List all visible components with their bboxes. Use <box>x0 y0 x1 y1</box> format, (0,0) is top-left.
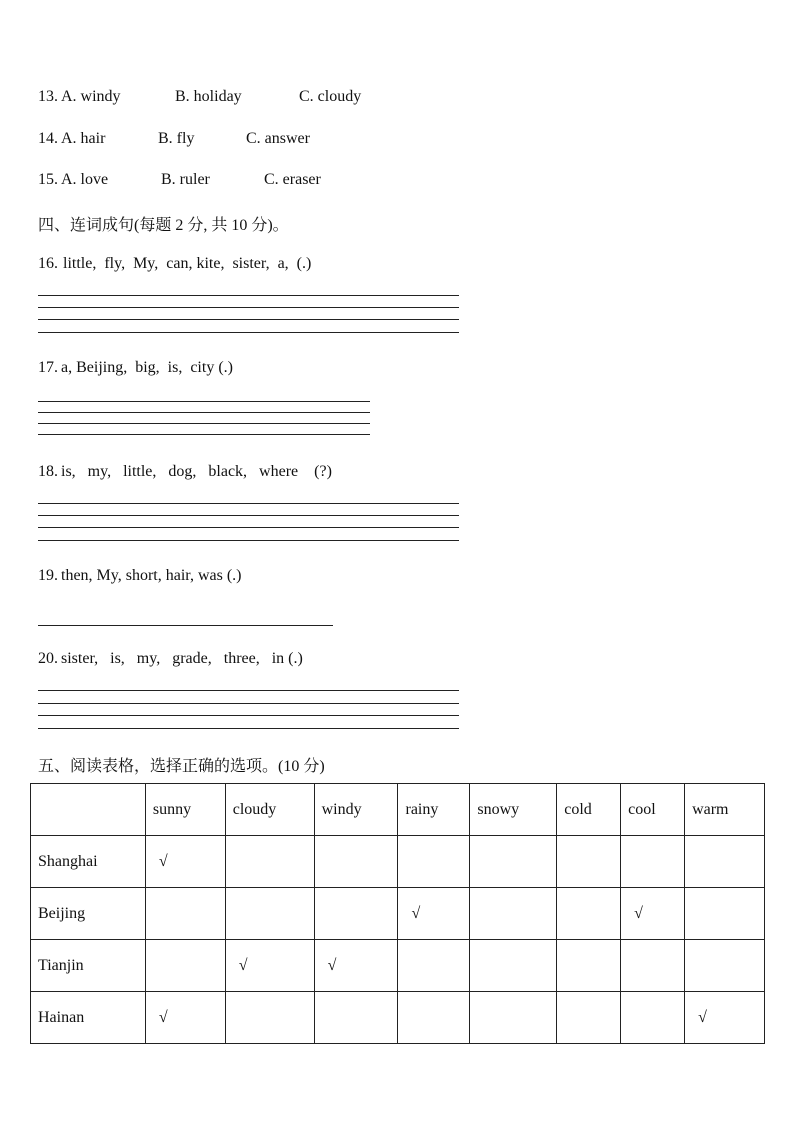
question-number: 17. <box>38 359 58 376</box>
table-cell <box>470 940 557 992</box>
table-cell: √ <box>398 888 470 940</box>
option-a: A. hair <box>61 130 106 147</box>
answer-line <box>38 715 459 716</box>
question-number: 18. <box>38 463 58 480</box>
table-cell <box>621 836 685 888</box>
table-header-cell: rainy <box>398 784 470 836</box>
table-cell <box>685 836 765 888</box>
answer-line <box>38 295 459 296</box>
table-row <box>31 836 765 888</box>
table-header-cell: cool <box>621 784 685 836</box>
question-number: 14. <box>38 130 58 147</box>
question-number: 20. <box>38 650 58 667</box>
table-row <box>31 888 765 940</box>
word-list: sister, is, my, grade, three, in (.) <box>61 650 303 667</box>
table-cell: √ <box>621 888 685 940</box>
table-header-cell: cloudy <box>225 784 314 836</box>
city-cell: Shanghai <box>31 836 146 888</box>
table-cell <box>145 940 225 992</box>
answer-line <box>38 728 459 729</box>
table-cell <box>557 992 621 1044</box>
answer-line <box>38 423 370 424</box>
table-header-row <box>31 784 765 836</box>
option-b: B. holiday <box>175 88 242 105</box>
table-cell: √ <box>314 940 398 992</box>
table-header-cell: sunny <box>145 784 225 836</box>
table-cell <box>145 888 225 940</box>
section-4-heading: 四、连词成句(每题 2 分, 共 10 分)。 <box>38 217 289 234</box>
table-header-cell: warm <box>685 784 765 836</box>
option-a: A. windy <box>61 88 121 105</box>
table-cell <box>557 888 621 940</box>
word-list: then, My, short, hair, was (.) <box>61 567 242 584</box>
answer-line <box>38 307 459 308</box>
answer-line <box>38 527 459 528</box>
table-cell <box>470 836 557 888</box>
table-cell <box>225 992 314 1044</box>
question-number: 16. <box>38 255 58 272</box>
table-cell <box>314 888 398 940</box>
table-header-cell: snowy <box>470 784 557 836</box>
table-header-cell: cold <box>557 784 621 836</box>
city-cell: Hainan <box>31 992 146 1044</box>
table-cell <box>621 940 685 992</box>
table-cell <box>398 940 470 992</box>
weather-table <box>30 783 765 1044</box>
table-cell <box>685 888 765 940</box>
table-cell <box>398 992 470 1044</box>
option-a: A. love <box>61 171 109 188</box>
table-cell <box>685 940 765 992</box>
option-c: C. eraser <box>264 171 321 188</box>
option-b: B. ruler <box>161 171 210 188</box>
table-cell <box>470 992 557 1044</box>
answer-line <box>38 412 370 413</box>
table-cell <box>314 836 398 888</box>
table-row <box>31 992 765 1044</box>
option-b: B. fly <box>158 130 195 147</box>
word-list: a, Beijing, big, is, city (.) <box>61 359 233 376</box>
table-cell: √ <box>225 940 314 992</box>
option-c: C. answer <box>246 130 310 147</box>
table-cell <box>557 940 621 992</box>
answer-line <box>38 690 459 691</box>
city-cell: Beijing <box>31 888 146 940</box>
table-cell: √ <box>145 836 225 888</box>
table-cell: √ <box>685 992 765 1044</box>
section-5-heading: 五、阅读表格，选择正确的选项。(10 分) <box>38 758 325 775</box>
table-header-cell <box>31 784 146 836</box>
question-number: 19. <box>38 567 58 584</box>
answer-line <box>38 503 459 504</box>
question-number: 13. <box>38 88 58 105</box>
option-c: C. cloudy <box>299 88 362 105</box>
table-header-cell: windy <box>314 784 398 836</box>
table-cell <box>314 992 398 1044</box>
city-cell: Tianjin <box>31 940 146 992</box>
answer-line <box>38 625 333 626</box>
table-cell <box>621 992 685 1044</box>
answer-line <box>38 515 459 516</box>
answer-line <box>38 401 370 402</box>
table-cell <box>470 888 557 940</box>
table-cell: √ <box>145 992 225 1044</box>
answer-line <box>38 319 459 320</box>
word-list: little, fly, My, can, kite, sister, a, (.) <box>63 255 312 272</box>
table-cell <box>225 836 314 888</box>
word-list: is, my, little, dog, black, where (?) <box>61 463 332 480</box>
answer-line <box>38 703 459 704</box>
answer-line <box>38 332 459 333</box>
table-row <box>31 940 765 992</box>
table-cell <box>398 836 470 888</box>
table-cell <box>557 836 621 888</box>
answer-line <box>38 434 370 435</box>
table-cell <box>225 888 314 940</box>
question-number: 15. <box>38 171 58 188</box>
answer-line <box>38 540 459 541</box>
